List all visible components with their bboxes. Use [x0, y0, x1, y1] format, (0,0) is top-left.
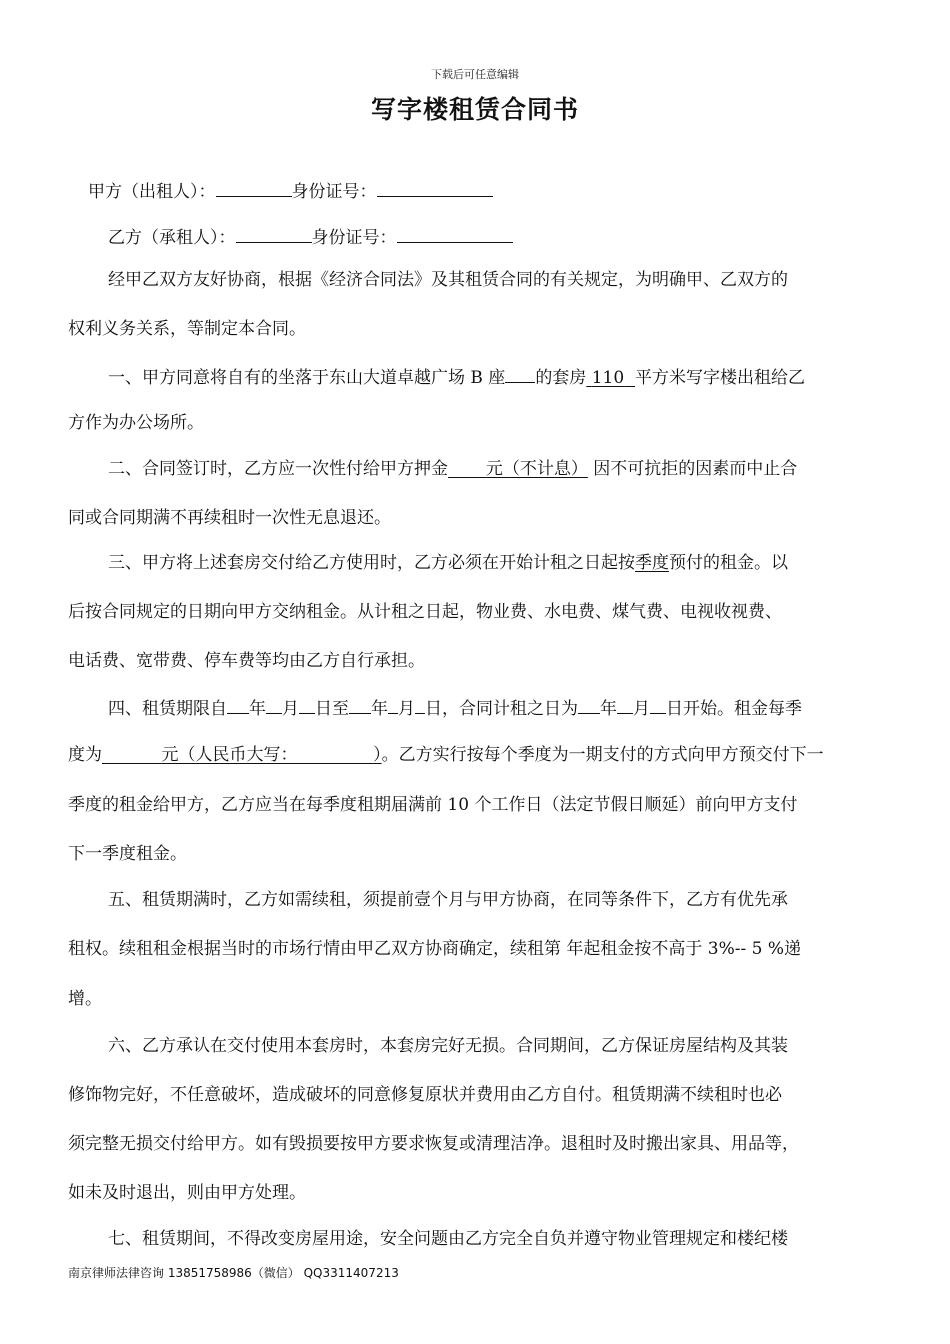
clause-3-text-b: 预付的租金。以: [669, 553, 788, 573]
party-a-id-label: 身份证号：: [291, 182, 377, 202]
clause-2-line-1: [108, 456, 797, 482]
clause-1-text-a: 一、甲方同意将自有的坐落于东山大道卓越广场 B 座: [108, 368, 506, 388]
clause-4-line-3: 季度的租金给甲方，乙方应当在每季度租期届满前 10 个工作日（法定节假日顺延）前向甲方支付: [68, 795, 798, 815]
rent-start-day-blank[interactable]: [650, 693, 666, 714]
clause-2-text-a: 二、合同签订时，乙方应一次性付给甲方押金: [108, 459, 448, 479]
rent-start-year-blank[interactable]: [578, 693, 600, 714]
clause-4-line-1: [108, 693, 802, 722]
clause-2-deposit[interactable]: 元（不计息）: [485, 459, 588, 479]
intro-line-2: 权利义务关系，等制定本合同。: [68, 319, 306, 339]
end-year-blank[interactable]: [349, 693, 371, 714]
year-label: 年: [600, 699, 617, 719]
clause-3-line-3: 电话费、宽带费、停车费等均由乙方自行承担。: [68, 651, 425, 671]
clause-1-unit-blank[interactable]: [505, 362, 535, 383]
clause-2-text-b: 因不可抗拒的因素而中止合: [593, 459, 798, 479]
clause-4-rent-amount[interactable]: 元（人民币大写： ）: [161, 745, 382, 765]
party-a-label: 甲方（出租人）：: [88, 182, 216, 202]
clause-1-line-2: 方作为办公场所。: [68, 413, 204, 433]
clause-2-line-2: 同或合同期满不再续租时一次性无息退还。: [68, 508, 391, 528]
start-month-blank[interactable]: [266, 693, 282, 714]
party-b-line: [108, 222, 513, 251]
clause-6-line-4: 如未及时退出，则由甲方处理。: [68, 1183, 306, 1203]
party-b-label: 乙方（承租人）：: [108, 228, 236, 248]
month-label: 月: [633, 699, 650, 719]
party-a-id-blank[interactable]: [377, 176, 493, 197]
month-label: 月: [398, 699, 415, 719]
clause-4-text-payment: 。乙方实行按每个季度为一期支付的方式向甲方预交付下一: [381, 745, 824, 765]
year-label: 年: [371, 699, 388, 719]
clause-6-line-1: 六、乙方承认在交付使用本套房时，本套房完好无损。合同期间，乙方保证房屋结构及其装: [108, 1036, 788, 1056]
clause-3-text-a: 三、甲方将上述套房交付给乙方使用时，乙方必须在开始计租之日起按: [108, 553, 635, 573]
clause-4-line-2: [68, 742, 824, 768]
clause-4-text-c: 日开始。租金每季: [666, 699, 802, 719]
clause-6-line-2: 修饰物完好，不任意破坏，造成破坏的同意修复原状并费用由乙方自付。租赁期满不续租时也必: [68, 1085, 782, 1105]
footer-contact: 南京律师法律咨询 13851758986（微信） QQ3311407213: [68, 1266, 399, 1280]
clause-4-text-a: 四、租赁期限自: [108, 699, 227, 719]
clause-4-text-b: 日，合同计租之日为: [425, 699, 578, 719]
clause-5-line-2: 租权。续租租金根据当时的市场行情由甲乙双方协商确定，续租第 年起租金按不高于 3%-- 5 %递: [68, 939, 802, 959]
clause-6-line-3: 须完整无损交付给甲方。如有毁损要按甲方要求恢复或清理洁净。退租时及时搬出家具、用品等，: [68, 1134, 799, 1154]
clause-1-text-b: 的套房: [535, 368, 587, 388]
start-year-blank[interactable]: [227, 693, 249, 714]
clause-7-line-1: 七、租赁期间，不得改变房屋用途，安全问题由乙方完全自负并遵守物业管理规定和楼纪楼: [108, 1229, 788, 1249]
clause-1-text-c: 平方米写字楼出租给乙: [634, 368, 805, 388]
clause-3-line-2: 后按合同规定的日期向甲方交纳租金。从计租之日起，物业费、水电费、煤气费、电视收视费、: [68, 602, 782, 622]
clause-5-line-3: 增。: [68, 989, 102, 1009]
clause-4-text-rent: 度为: [68, 745, 102, 765]
document-title: 写字楼租赁合同书: [370, 95, 579, 124]
intro-line-1: 经甲乙双方友好协商，根据《经济合同法》及其租赁合同的有关规定，为明确甲、乙双方的: [108, 270, 788, 290]
day-to-label: 日至: [315, 699, 349, 719]
start-day-blank[interactable]: [299, 693, 315, 714]
clause-1-line-1: [108, 362, 805, 391]
clause-3-line-1: [108, 550, 788, 576]
end-day-blank[interactable]: [415, 693, 425, 714]
end-month-blank[interactable]: [388, 693, 398, 714]
party-a-line: [88, 176, 493, 205]
clause-5-line-1: 五、租赁期满时，乙方如需续租，须提前壹个月与甲方协商，在同等条件下，乙方有优先承: [108, 890, 788, 910]
month-label: 月: [282, 699, 299, 719]
party-b-id-label: 身份证号：: [311, 228, 397, 248]
rent-start-month-blank[interactable]: [617, 693, 633, 714]
header-note: 下载后可任意编辑: [431, 68, 519, 81]
clause-3-season: 季度: [635, 553, 669, 573]
clause-1-area: 110: [591, 368, 625, 388]
party-a-name-blank[interactable]: [216, 176, 292, 197]
party-b-id-blank[interactable]: [397, 222, 513, 243]
year-label: 年: [249, 699, 266, 719]
party-b-name-blank[interactable]: [236, 222, 312, 243]
clause-4-line-4: 下一季度租金。: [68, 844, 187, 864]
